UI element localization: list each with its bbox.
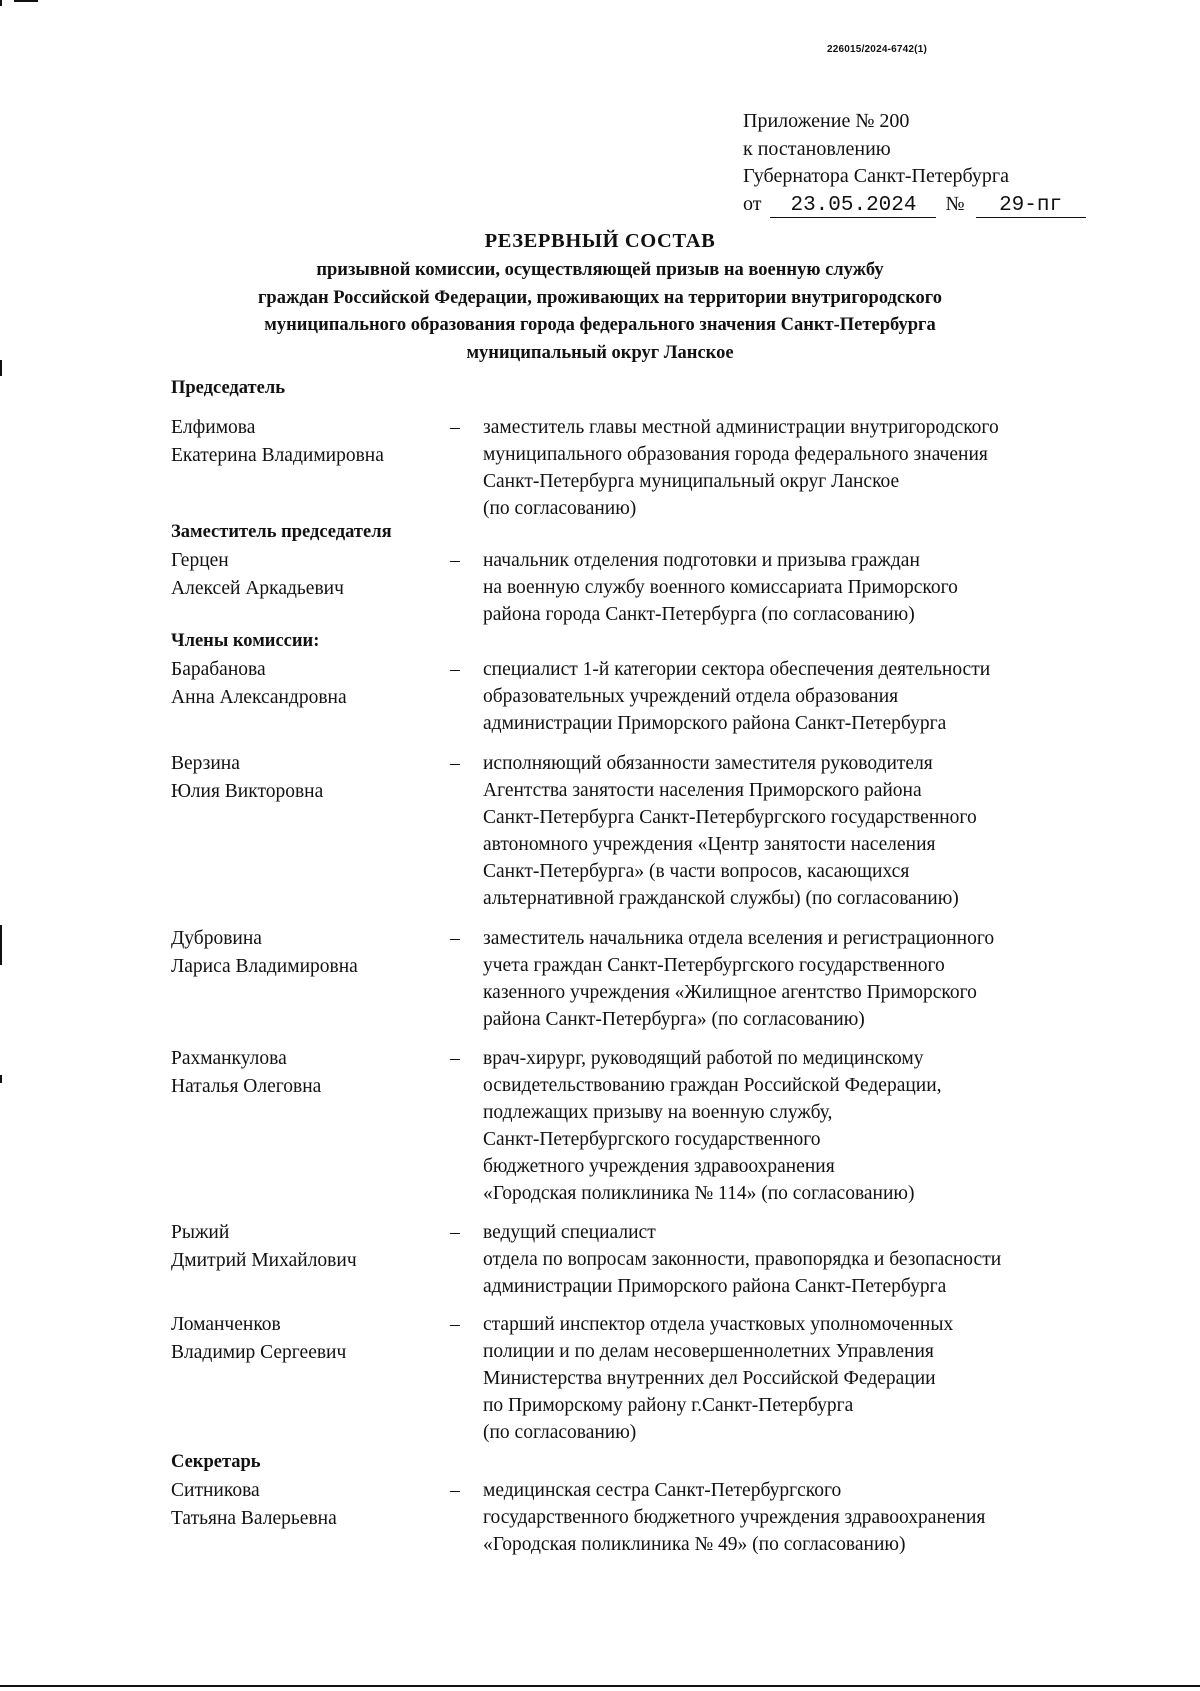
member-position	[483, 547, 958, 628]
document-id: 226015/2024-6742(1)	[827, 44, 927, 55]
position-line: старший инспектор отдела участковых уполномоченных	[483, 1314, 954, 1335]
given-names: Наталья Олеговна	[171, 1075, 322, 1097]
chair-heading: Председатель	[171, 378, 285, 398]
position-line: исполняющий обязанности заместителя руководителя	[483, 753, 933, 774]
position-line: казенного учреждения «Жилищное агентство Приморского	[483, 982, 977, 1003]
member-name	[171, 547, 344, 602]
member-position	[483, 1045, 942, 1207]
position-line: Санкт-Петербурга» (в части вопросов, касающихся	[483, 861, 910, 882]
dash-separator: –	[450, 659, 460, 680]
position-line: Санкт-Петербургского государственного	[483, 1129, 821, 1150]
position-line: отдела по вопросам законности, правопорядка и безопасности	[483, 1249, 1002, 1270]
dash-separator: –	[450, 550, 460, 571]
appendix-line: Приложение № 200	[743, 110, 910, 132]
member-position	[483, 1219, 1001, 1300]
member-position	[483, 656, 990, 737]
appendix-line: к постановлению	[743, 137, 891, 160]
position-line: «Городская поликлиника № 114» (по согласованию)	[483, 1183, 915, 1204]
member-position	[483, 925, 994, 1033]
position-line: Министерства внутренних дел Российской Федерации	[483, 1368, 936, 1389]
decree-date: 23.05.2024	[770, 195, 936, 218]
position-line: «Городская поликлиника № 49» (по согласованию)	[483, 1534, 906, 1555]
from-label: от	[743, 192, 762, 215]
member-name	[171, 414, 384, 469]
position-line: специалист 1-й категории сектора обеспечения деятельности	[483, 659, 991, 680]
position-line: начальник отделения подготовки и призыва граждан	[483, 550, 920, 571]
position-line: заместитель главы местной администрации внутригородского	[483, 417, 999, 438]
given-names: Алексей Аркадьевич	[171, 577, 344, 599]
member-name	[171, 1219, 357, 1274]
position-line: на военную службу военного комиссариата Приморского	[483, 577, 958, 598]
member-position	[483, 750, 977, 912]
given-names: Лариса Владимировна	[171, 955, 358, 977]
decree-number: 29-пг	[976, 195, 1086, 218]
position-line: района города Санкт-Петербурга (по согласованию)	[483, 604, 915, 625]
document-title: РЕЗЕРВНЫЙ СОСТАВ	[484, 230, 716, 252]
surname: Барабанова	[171, 659, 266, 680]
given-names: Татьяна Валерьевна	[171, 1507, 337, 1529]
position-line: района Санкт-Петербурга» (по согласованию)	[483, 1009, 865, 1030]
position-line: ведущий специалист	[483, 1222, 656, 1243]
position-line: альтернативной гражданской службы) (по согласованию)	[483, 888, 959, 909]
scan-edge-mark	[14, 0, 38, 2]
position-line: (по согласованию)	[483, 1422, 637, 1443]
position-line: учета граждан Санкт-Петербургского государственного	[483, 955, 945, 976]
scan-edge-mark	[0, 1075, 2, 1083]
surname: Ситникова	[171, 1480, 260, 1501]
subtitle-line: призывной комиссии, осуществляющей призыв на военную службу	[316, 260, 884, 280]
number-label: №	[945, 192, 965, 215]
member-position	[483, 1477, 985, 1558]
scan-edge-mark	[0, 0, 2, 6]
deputy-heading: Заместитель председателя	[171, 522, 392, 542]
surname: Дубровина	[171, 928, 262, 949]
position-line: администрации Приморского района Санкт-Петербурга	[483, 1276, 947, 1297]
surname: Рыжий	[171, 1222, 230, 1243]
members-heading: Члены комиссии:	[171, 631, 320, 651]
position-line: образовательных учреждений отдела образования	[483, 686, 899, 707]
surname: Елфимова	[171, 417, 256, 438]
member-name	[171, 656, 347, 711]
surname: Верзина	[171, 753, 240, 774]
position-line: муниципального образования города федерального значения	[483, 444, 988, 465]
position-line: заместитель начальника отдела вселения и регистрационного	[483, 928, 995, 949]
appendix-line: Губернатора Санкт-Петербурга	[743, 165, 1009, 187]
dash-separator: –	[450, 928, 460, 949]
member-name	[171, 1477, 337, 1532]
subtitle-line: муниципальный округ Ланское	[466, 342, 734, 363]
member-name	[171, 925, 358, 980]
secretary-heading: Секретарь	[171, 1452, 261, 1472]
position-line: освидетельствованию граждан Российской Федерации,	[483, 1075, 942, 1096]
position-line: (по согласованию)	[483, 498, 637, 519]
given-names: Анна Александровна	[171, 686, 347, 708]
position-line: Санкт-Петербурга муниципальный округ Ланское	[483, 471, 900, 492]
scan-bottom-edge	[0, 1685, 1200, 1687]
position-line: Санкт-Петербурга Санкт-Петербургского государственного	[483, 807, 977, 828]
position-line: бюджетного учреждения здравоохранения	[483, 1156, 835, 1177]
dash-separator: –	[450, 1222, 460, 1243]
appendix-block	[743, 108, 1086, 218]
position-line: медицинская сестра Санкт-Петербургского	[483, 1480, 842, 1501]
surname: Герцен	[171, 550, 229, 571]
member-name	[171, 1045, 321, 1100]
position-line: врач-хирург, руководящий работой по медицинскому	[483, 1048, 924, 1069]
given-names: Юлия Викторовна	[171, 780, 324, 802]
position-line: полиции и по делам несовершеннолетних Управления	[483, 1341, 934, 1362]
given-names: Дмитрий Михайлович	[171, 1249, 357, 1271]
member-position	[483, 1311, 953, 1446]
surname: Рахманкулова	[171, 1048, 287, 1069]
dash-separator: –	[450, 1048, 460, 1069]
dash-separator: –	[450, 417, 460, 438]
scan-edge-mark	[0, 925, 2, 965]
document-subtitle	[0, 257, 1200, 367]
position-line: государственного бюджетного учреждения здравоохранения	[483, 1507, 986, 1528]
dash-separator: –	[450, 1480, 460, 1501]
member-name	[171, 750, 323, 805]
given-names: Владимир Сергеевич	[171, 1341, 347, 1363]
member-position	[483, 414, 999, 522]
dash-separator: –	[450, 1314, 460, 1335]
dash-separator: –	[450, 753, 460, 774]
appendix-date-line	[743, 191, 1086, 219]
surname: Ломанченков	[171, 1314, 281, 1335]
position-line: администрации Приморского района Санкт-Петербурга	[483, 713, 947, 734]
position-line: подлежащих призыву на военную службу,	[483, 1102, 833, 1123]
position-line: Агентства занятости населения Приморского района	[483, 780, 922, 801]
position-line: автономного учреждения «Центр занятости населения	[483, 834, 936, 855]
position-line: по Приморскому району г.Санкт-Петербурга	[483, 1395, 854, 1416]
given-names: Екатерина Владимировна	[171, 444, 384, 466]
subtitle-line: граждан Российской Федерации, проживающих на территории внутригородского	[258, 287, 942, 308]
subtitle-line: муниципального образования города федерального значения Санкт-Петербурга	[264, 315, 936, 335]
member-name	[171, 1311, 346, 1366]
